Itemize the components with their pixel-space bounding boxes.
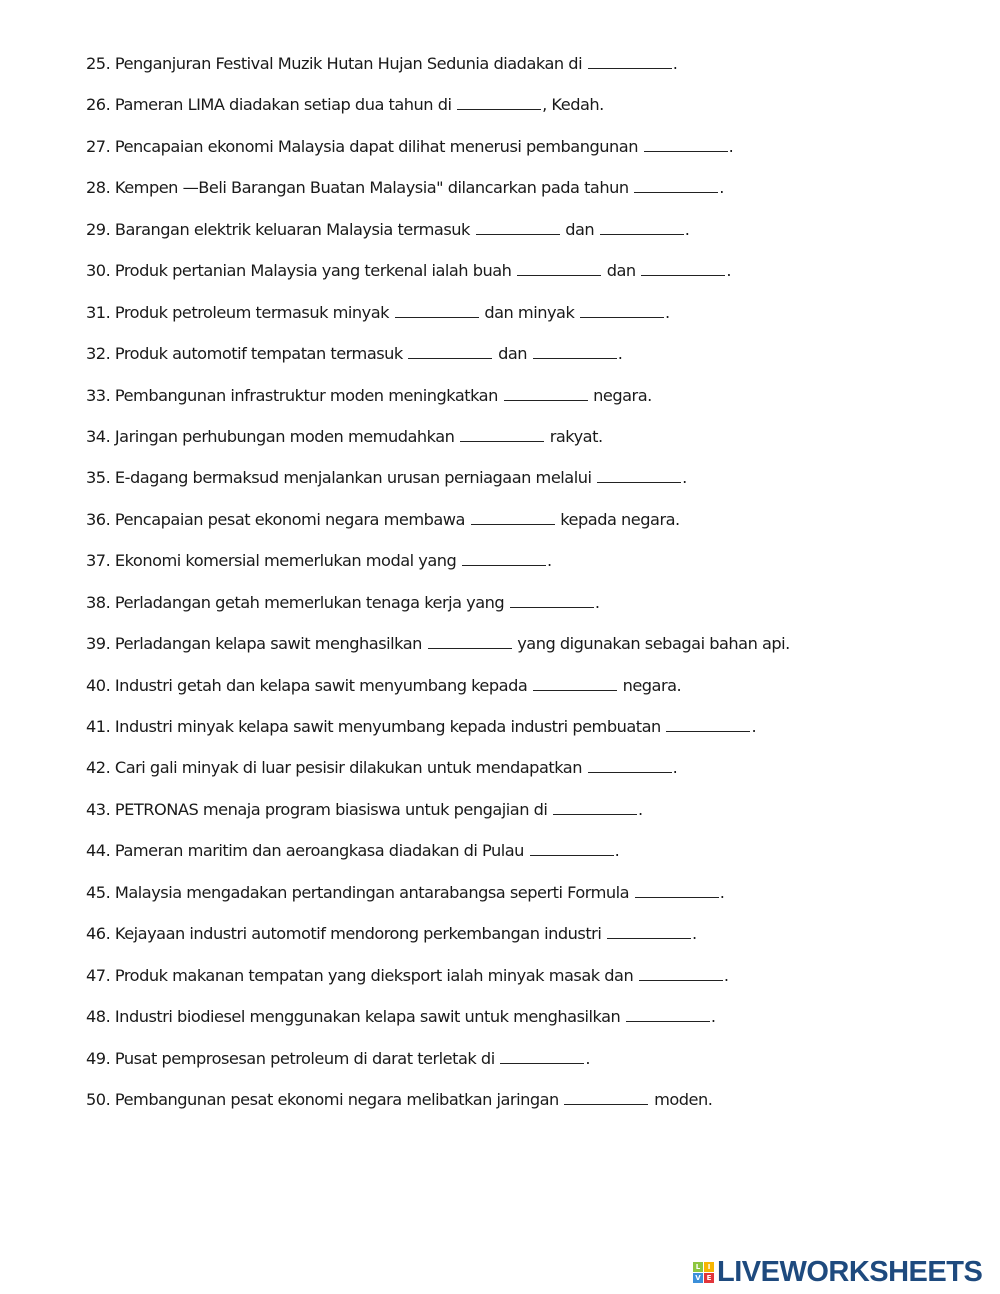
question-item — [86, 1088, 790, 1129]
question-text: Ekonomi komersial memerlukan modal yang — [114, 551, 461, 571]
question-number: 43. — [86, 799, 111, 819]
question-text: . — [723, 965, 729, 985]
question-number: 34. — [86, 426, 111, 446]
answer-blank[interactable] — [639, 964, 723, 981]
question-number: 41. — [86, 717, 111, 736]
question-item — [86, 922, 790, 963]
question-item — [86, 135, 790, 176]
question-text: Penganjuran Festival Muzik Hutan Hujan Sedunia diadakan di — [114, 54, 587, 73]
answer-blank[interactable] — [504, 384, 588, 401]
question-text: Produk automotif tempatan termasuk — [114, 344, 408, 364]
live-tiles-icon — [693, 1262, 714, 1283]
question-item — [86, 881, 790, 922]
question-number: 26. — [86, 95, 111, 115]
question-text: . — [664, 302, 670, 322]
question-text: Pencapaian pesat ekonomi negara membawa — [114, 509, 470, 529]
answer-blank[interactable] — [607, 922, 691, 939]
answer-blank[interactable] — [457, 93, 541, 110]
question-text: Pameran maritim dan aeroangkasa diadakan di Pulau — [114, 841, 529, 861]
answer-blank[interactable] — [533, 674, 617, 691]
question-number: 38. — [86, 592, 111, 612]
question-item — [86, 756, 790, 797]
question-text: . — [638, 799, 643, 819]
question-item — [86, 715, 790, 756]
question-text: Produk makanan tempatan yang dieksport ialah minyak masak dan — [114, 965, 638, 985]
question-text: . — [585, 1048, 590, 1068]
question-text: Perladangan getah memerlukan tenaga kerja yang — [114, 592, 509, 612]
question-item — [86, 674, 790, 715]
question-text: Industri minyak kelapa sawit menyumbang kepada industri pembuatan — [114, 717, 666, 736]
question-item — [86, 839, 790, 880]
question-number: 32. — [86, 344, 111, 364]
question-text: negara. — [588, 385, 652, 405]
question-number: 46. — [86, 924, 111, 944]
logo-text: LIVEWORKSHEETS — [717, 1256, 983, 1288]
question-item — [86, 1047, 790, 1088]
answer-blank[interactable] — [530, 839, 614, 856]
answer-blank[interactable] — [644, 135, 728, 152]
question-item — [86, 259, 790, 300]
question-text: Perladangan kelapa sawit menghasilkan — [114, 634, 427, 654]
answer-blank[interactable] — [510, 591, 594, 608]
question-item — [86, 52, 790, 93]
question-item — [86, 466, 790, 507]
question-number: 28. — [86, 178, 111, 198]
answer-blank[interactable] — [580, 301, 664, 318]
question-text: E-dagang bermaksud menjalankan urusan perniagaan melalui — [114, 468, 597, 488]
question-text: . — [728, 136, 734, 156]
question-number: 37. — [86, 551, 111, 571]
question-item — [86, 218, 790, 259]
question-text: PETRONAS menaja program biasiswa untuk pengajian di — [114, 799, 553, 819]
answer-blank[interactable] — [408, 342, 492, 359]
logo-tile: L — [693, 1262, 703, 1272]
question-text: Pusat pemprosesan petroleum di darat terletak di — [114, 1048, 500, 1068]
question-item — [86, 342, 790, 383]
question-item — [86, 384, 790, 425]
question-number: 40. — [86, 675, 111, 695]
question-number: 36. — [86, 509, 111, 529]
question-number: 27. — [86, 136, 111, 156]
question-text: Industri biodiesel menggunakan kelapa sawit untuk menghasilkan — [114, 1007, 625, 1027]
answer-blank[interactable] — [564, 1088, 648, 1105]
question-number: 42. — [86, 758, 111, 778]
answer-blank[interactable] — [428, 632, 512, 649]
question-text: . — [691, 924, 697, 944]
question-number: 45. — [86, 882, 111, 902]
question-text: kepada negara. — [555, 509, 680, 529]
answer-blank[interactable] — [553, 798, 637, 815]
liveworksheets-logo — [693, 1256, 982, 1289]
question-number: 35. — [86, 468, 111, 488]
question-text: Produk pertanian Malaysia yang terkenal ialah buah — [114, 261, 517, 281]
question-number: 50. — [86, 1089, 111, 1109]
question-item — [86, 1005, 790, 1046]
question-text: . — [614, 841, 620, 861]
logo-tile: I — [704, 1262, 714, 1272]
question-text: . — [684, 219, 690, 239]
question-number: 30. — [86, 261, 111, 281]
question-text: . — [726, 261, 731, 281]
answer-blank[interactable] — [635, 881, 719, 898]
question-text: Produk petroleum termasuk minyak — [114, 302, 394, 322]
question-item — [86, 301, 790, 342]
answer-blank[interactable] — [634, 176, 718, 193]
question-text: Jaringan perhubungan moden memudahkan — [114, 426, 460, 446]
answer-blank[interactable] — [476, 218, 560, 235]
question-text: dan minyak — [479, 302, 579, 322]
answer-blank[interactable] — [641, 259, 725, 276]
question-text: Cari gali minyak di luar pesisir dilakukan untuk mendapatkan — [114, 758, 587, 778]
question-text: . — [672, 54, 678, 73]
question-text: rakyat. — [545, 426, 603, 446]
question-text: . — [751, 717, 757, 736]
question-text: moden. — [649, 1089, 713, 1109]
answer-blank[interactable] — [533, 342, 617, 359]
question-item — [86, 591, 790, 632]
question-number: 25. — [86, 54, 111, 73]
question-text: dan — [560, 219, 599, 239]
question-text: . — [617, 344, 623, 364]
question-number: 33. — [86, 385, 111, 405]
question-text: yang digunakan sebagai bahan api. — [512, 634, 790, 654]
answer-blank[interactable] — [597, 466, 681, 483]
question-text: Kejayaan industri automotif mendorong perkembangan industri — [114, 924, 606, 944]
question-list — [86, 52, 790, 1129]
answer-blank[interactable] — [460, 425, 544, 442]
question-text: Pembangunan pesat ekonomi negara melibatkan jaringan — [114, 1089, 564, 1109]
question-text: Kempen —Beli Barangan Buatan Malaysia" dilancarkan pada tahun — [114, 178, 634, 198]
answer-blank[interactable] — [600, 218, 684, 235]
answer-blank[interactable] — [517, 259, 601, 276]
question-item — [86, 508, 790, 549]
question-number: 44. — [86, 841, 111, 861]
question-item — [86, 964, 790, 1005]
question-text: . — [719, 178, 724, 198]
question-number: 47. — [86, 965, 111, 985]
answer-blank[interactable] — [500, 1047, 584, 1064]
question-text: , Kedah. — [542, 95, 604, 115]
question-item — [86, 176, 790, 217]
question-item — [86, 93, 790, 134]
question-text: Barangan elektrik keluaran Malaysia termasuk — [114, 219, 475, 239]
question-text: negara. — [617, 675, 682, 695]
logo-tile: V — [693, 1273, 703, 1283]
answer-blank[interactable] — [462, 549, 546, 566]
answer-blank[interactable] — [666, 715, 750, 732]
answer-blank[interactable] — [471, 508, 555, 525]
answer-blank[interactable] — [588, 756, 672, 773]
question-number: 31. — [86, 302, 111, 322]
question-item — [86, 632, 790, 673]
question-item — [86, 425, 790, 466]
logo-tile: E — [704, 1273, 714, 1283]
question-item — [86, 798, 790, 839]
question-text: . — [719, 882, 725, 902]
question-number: 49. — [86, 1048, 111, 1068]
question-text: dan — [493, 344, 532, 364]
answer-blank[interactable] — [588, 52, 672, 69]
question-text: dan — [602, 261, 641, 281]
question-text: . — [682, 468, 687, 488]
question-number: 39. — [86, 634, 111, 654]
question-number: 29. — [86, 219, 111, 239]
question-text: . — [546, 551, 552, 571]
question-text: Pencapaian ekonomi Malaysia dapat dilihat menerusi pembangunan — [114, 136, 643, 156]
question-text: Pameran LIMA diadakan setiap dua tahun di — [114, 95, 457, 115]
question-text: . — [594, 592, 600, 612]
answer-blank[interactable] — [395, 301, 479, 318]
question-text: Malaysia mengadakan pertandingan antarabangsa seperti Formula — [114, 882, 634, 902]
question-number: 48. — [86, 1007, 111, 1027]
question-text: . — [672, 758, 678, 778]
question-text: . — [710, 1007, 716, 1027]
question-text: Pembangunan infrastruktur moden meningkatkan — [114, 385, 503, 405]
question-text: Industri getah dan kelapa sawit menyumbang kepada — [114, 675, 532, 695]
question-item — [86, 549, 790, 590]
answer-blank[interactable] — [626, 1005, 710, 1022]
